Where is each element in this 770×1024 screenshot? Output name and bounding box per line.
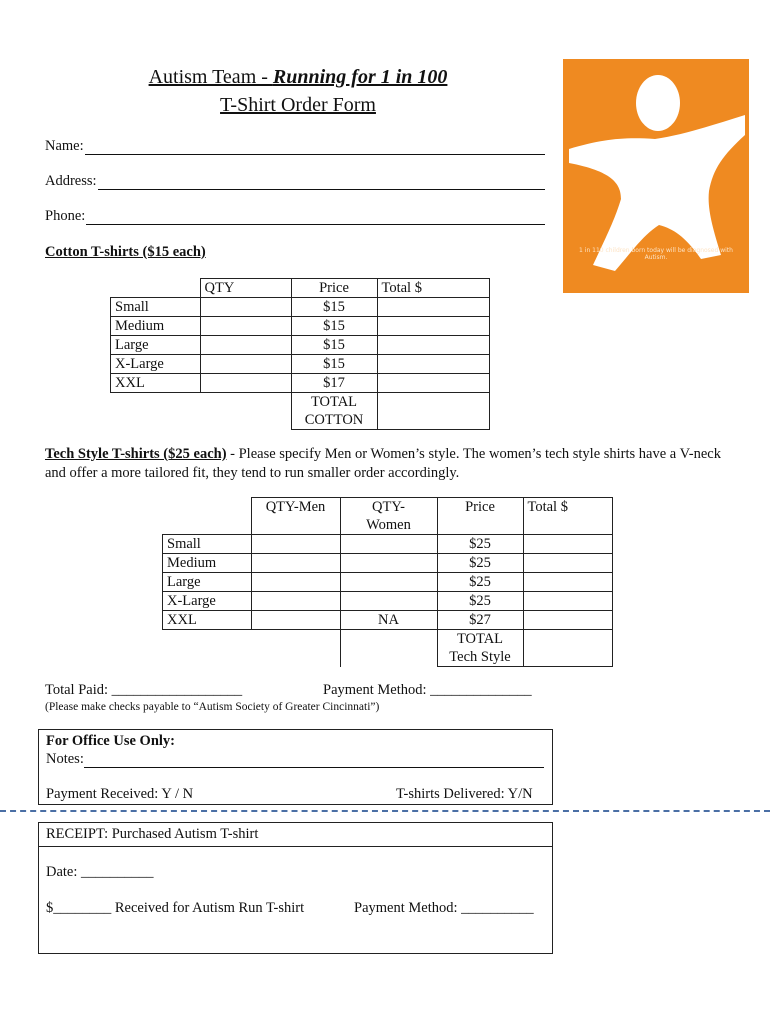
tech-total-input[interactable]: [523, 592, 612, 611]
tech-size: XXL: [163, 611, 252, 630]
tech-price: $25: [437, 592, 523, 611]
cotton-size: Large: [111, 336, 201, 355]
tech-description: - Please specify Men or Women’s style. The women’s tech style shirts have a V-neck and offer a more tailored fit, they tend to run smaller order accordingly.: [45, 446, 721, 481]
autism-team-logo: [563, 59, 749, 293]
cotton-header-row: [111, 279, 490, 298]
tech-total-input[interactable]: [523, 573, 612, 592]
tech-total-row: [163, 630, 613, 667]
tech-header-women: QTY- Women: [340, 498, 437, 535]
tech-qty-men-input[interactable]: [251, 573, 340, 592]
address-label: Address:: [45, 173, 97, 189]
cotton-price: $15: [291, 336, 377, 355]
tech-total-label: TOTAL Tech Style: [437, 630, 523, 667]
table-row: [111, 374, 490, 393]
table-row: [111, 317, 490, 336]
payment-received-field[interactable]: Payment Received: Y / N: [46, 786, 194, 802]
cotton-total-input[interactable]: [377, 336, 489, 355]
table-row: [111, 355, 490, 374]
title-emphasis: Running for 1 in 100: [272, 66, 448, 88]
cotton-total-row: [111, 393, 490, 430]
name-label: Name:: [45, 138, 84, 154]
cotton-heading: Cotton T-shirts ($15 each): [45, 244, 206, 260]
tech-total-input[interactable]: [523, 554, 612, 573]
name-line[interactable]: [85, 141, 545, 155]
cotton-total-input[interactable]: [377, 355, 489, 374]
office-notes-field[interactable]: [46, 751, 544, 768]
cotton-header-price: Price: [291, 279, 377, 298]
table-row: [163, 573, 613, 592]
tshirts-delivered-field[interactable]: T-shirts Delivered: Y/N: [396, 786, 533, 802]
tech-header-row: [163, 498, 613, 535]
tech-header-price: Price: [437, 498, 523, 535]
phone-field[interactable]: [45, 208, 545, 225]
receipt-header-row: [39, 823, 552, 847]
tech-table: [162, 497, 613, 667]
tech-size: Medium: [163, 554, 252, 573]
table-row: [163, 535, 613, 554]
receipt-date-field[interactable]: Date: __________: [46, 864, 154, 880]
table-row: [163, 554, 613, 573]
check-payable-note: (Please make checks payable to “Autism Society of Greater Cincinnati”): [45, 701, 380, 713]
tech-grand-total-input[interactable]: [523, 630, 612, 667]
tech-qty-men-input[interactable]: [251, 554, 340, 573]
cotton-size: Medium: [111, 317, 201, 336]
logo-tagline: 1 in 110 children born today will be diagnosed with Autism.: [579, 247, 733, 261]
logo-line-3: 1 in 110: [646, 181, 700, 196]
payment-method-field[interactable]: Payment Method: ______________: [323, 682, 532, 698]
tech-qty-men-input[interactable]: [251, 611, 340, 630]
cotton-size: XXL: [111, 374, 201, 393]
tech-size: X-Large: [163, 592, 252, 611]
cotton-qty-input[interactable]: [200, 317, 291, 336]
receipt-box: [38, 822, 553, 954]
cotton-qty-input[interactable]: [200, 355, 291, 374]
tech-header-total: Total $: [523, 498, 612, 535]
phone-line[interactable]: [86, 211, 545, 225]
tech-price: $25: [437, 573, 523, 592]
cotton-header-qty: QTY: [200, 279, 291, 298]
tech-qty-men-input[interactable]: [251, 592, 340, 611]
tech-price: $25: [437, 535, 523, 554]
cotton-qty-input[interactable]: [200, 374, 291, 393]
tech-total-input[interactable]: [523, 611, 612, 630]
cotton-table: [110, 278, 490, 430]
cotton-price: $17: [291, 374, 377, 393]
tech-heading-block: [45, 445, 725, 483]
tech-size: Large: [163, 573, 252, 592]
name-field[interactable]: [45, 138, 545, 155]
office-notes-label: Notes:: [46, 751, 84, 767]
total-paid-field[interactable]: Total Paid: __________________: [45, 682, 243, 698]
cotton-header-size: [111, 279, 201, 298]
receipt-heading: RECEIPT: Purchased Autism T-shirt: [46, 826, 259, 842]
tech-qty-women-input[interactable]: [340, 573, 437, 592]
address-field[interactable]: [45, 173, 545, 190]
office-use-heading: For Office Use Only:: [46, 733, 175, 749]
cotton-price: $15: [291, 298, 377, 317]
form-subtitle: T-Shirt Order Form: [220, 94, 376, 116]
tech-qty-women-input[interactable]: [340, 592, 437, 611]
phone-label: Phone:: [45, 208, 86, 224]
logo-line-1: Autism Team: [607, 143, 699, 159]
cotton-total-input[interactable]: [377, 298, 489, 317]
office-notes-line[interactable]: [84, 753, 544, 768]
tech-qty-women-input[interactable]: [340, 554, 437, 573]
cotton-price: $15: [291, 317, 377, 336]
tech-header-men: QTY-Men: [251, 498, 340, 535]
cotton-header-total: Total $: [377, 279, 489, 298]
tech-size: Small: [163, 535, 252, 554]
tech-price: $27: [437, 611, 523, 630]
cotton-total-input[interactable]: [377, 317, 489, 336]
title-prefix: Autism Team -: [148, 66, 273, 88]
tech-qty-women-na: NA: [340, 611, 437, 630]
cut-line-divider: [0, 810, 770, 812]
tech-price: $25: [437, 554, 523, 573]
receipt-payment-method-field[interactable]: Payment Method: __________: [354, 900, 534, 916]
cotton-qty-input[interactable]: [200, 336, 291, 355]
cotton-total-input[interactable]: [377, 374, 489, 393]
table-row: [163, 611, 613, 630]
cotton-qty-input[interactable]: [200, 298, 291, 317]
logo-line-2: Running for: [641, 167, 705, 180]
tech-total-input[interactable]: [523, 535, 612, 554]
address-line[interactable]: [98, 176, 545, 190]
cotton-size: Small: [111, 298, 201, 317]
cotton-price: $15: [291, 355, 377, 374]
tech-qty-men-input[interactable]: [251, 535, 340, 554]
table-row: [111, 298, 490, 317]
office-use-box: [38, 729, 553, 805]
cotton-size: X-Large: [111, 355, 201, 374]
table-row: [111, 336, 490, 355]
tech-heading: Tech Style T-shirts ($25 each): [45, 446, 227, 462]
cotton-grand-total-input[interactable]: [377, 393, 489, 430]
form-title: [0, 66, 596, 89]
tech-qty-women-input[interactable]: [340, 535, 437, 554]
cotton-total-label: TOTAL COTTON: [291, 393, 377, 430]
table-row: [163, 592, 613, 611]
receipt-amount-field[interactable]: $________ Received for Autism Run T-shirt: [46, 900, 305, 916]
